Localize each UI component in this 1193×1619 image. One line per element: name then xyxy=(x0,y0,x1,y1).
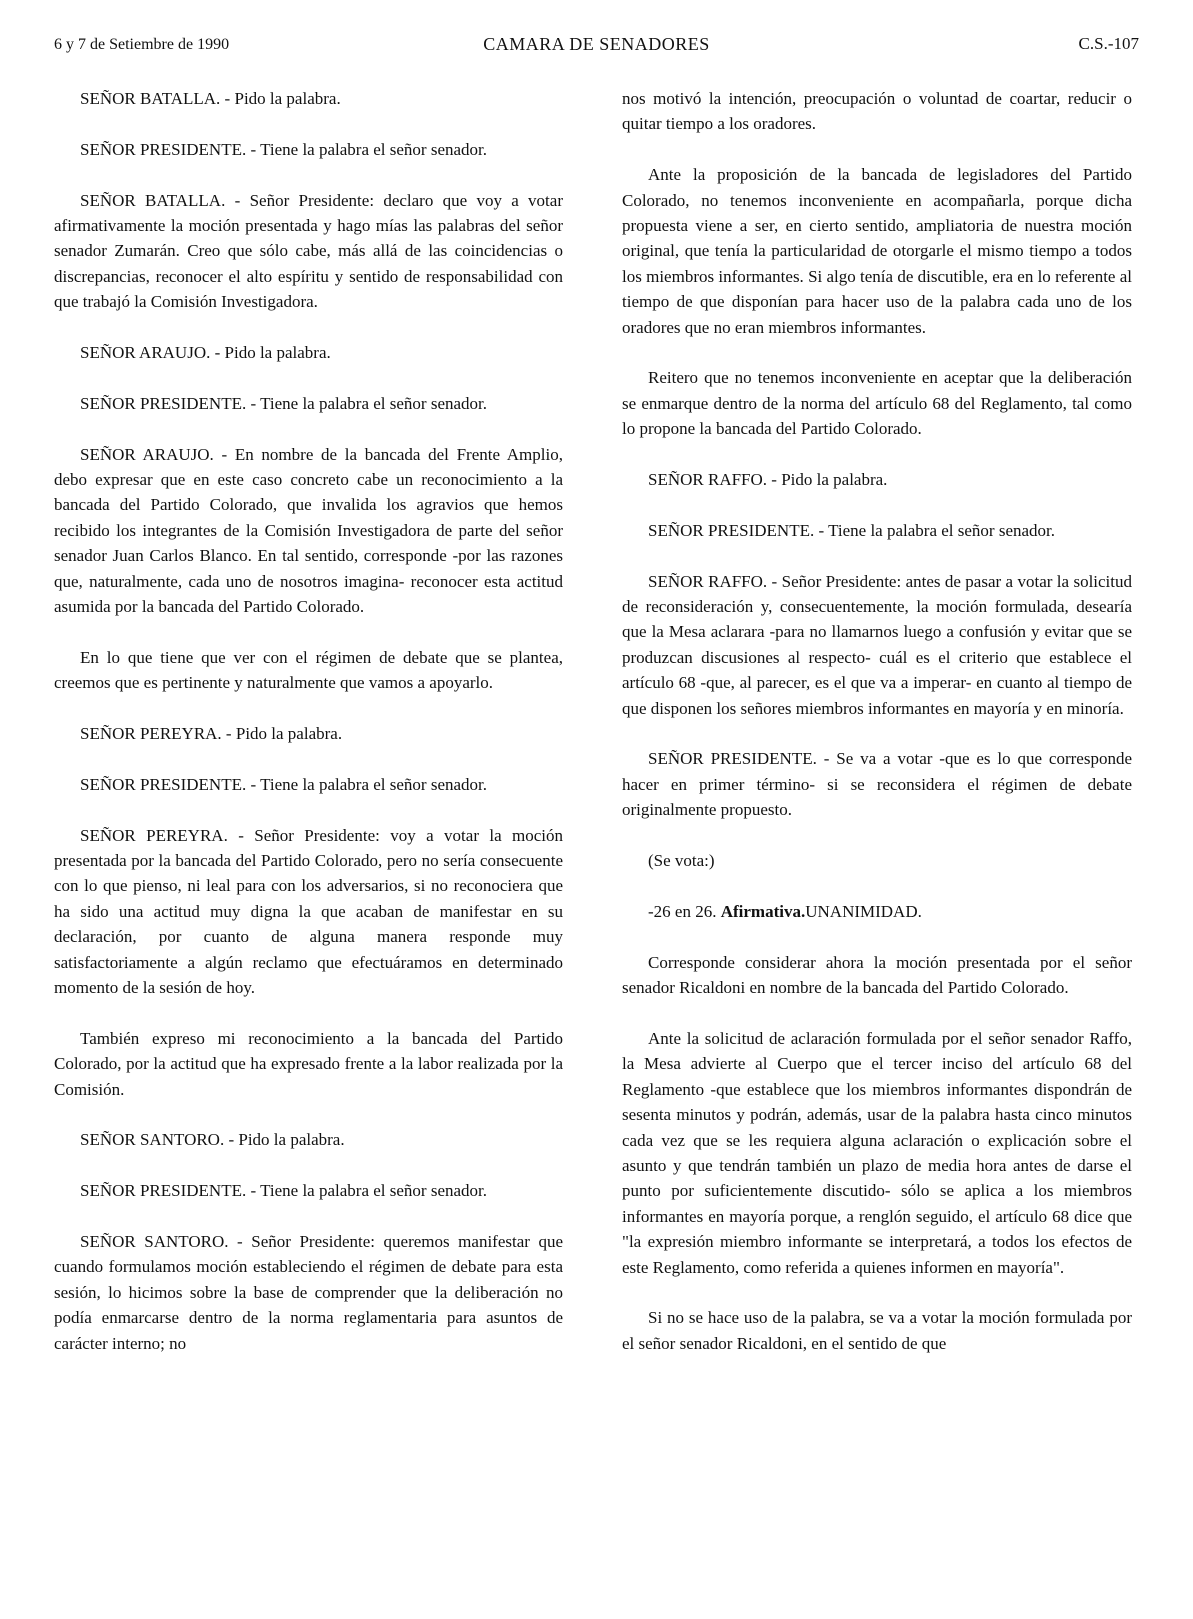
paragraph-text: Ante la solicitud de aclaración formulada por el señor senador Raffo, la Mesa advierte al Cuerpo que el tercer inciso del artículo 68 del Reglamento -que establece que los miembros informantes dispondrán de sesenta minutos y podrán, además, usar de la palabra hasta cinco minutos cada vez que se les requiera alguna aclaración o explicación sobre el asunto y que tendrán también un plazo de media hora antes de darse el punto por suficientemente discutido- sólo se aplica a los miembros informantes en mayoría porque, a renglón seguido, el artículo 68 dice que "la expresión miembro informante se interpretará, a todos los efectos de este Reglamento, como referida a quienes informen en mayoría". xyxy=(622,1028,1132,1277)
paragraph-text: Pido la palabra. xyxy=(235,724,343,744)
paragraph-text: Pido la palabra. xyxy=(234,89,341,108)
paragraph xyxy=(54,188,563,315)
paragraph xyxy=(54,1026,563,1102)
paragraph xyxy=(54,86,563,111)
paragraph xyxy=(54,340,563,365)
paragraph xyxy=(54,772,563,797)
paragraph-text: Tiene la palabra el señor senador. xyxy=(260,393,488,413)
header-title: CAMARA DE SENADORES xyxy=(483,34,710,54)
speaker-name: SEÑOR PRESIDENTE. - xyxy=(80,139,257,159)
paragraph-text: En nombre de la bancada del Frente Amplio, debo expresar que en este caso concreto cabe un reconocimiento a la bancada del Partido Colorado, que invalida los agravios que hemos recibido los integrantes de la Comisión Investigadora de parte del señor senador Juan Carlos Blanco. En tal sentido, corresponde -por las razones que, naturalmente, cada uno de nosotros imagina- reconocer esta actitud asumida por la bancada del Partido Colorado. xyxy=(54,444,563,617)
speaker-name: SEÑOR BATALLA. - xyxy=(80,190,241,210)
paragraph-text: Pido la palabra. xyxy=(238,1130,345,1150)
paragraph xyxy=(622,950,1132,1001)
paragraph-text: Se va a votar -que es lo que corresponde hacer en primer término- si se reconsidera el régimen de debate originalmente propuesto. xyxy=(622,749,1132,820)
paragraph-text: Pido la palabra. xyxy=(781,470,888,490)
paragraph-text: También expreso mi reconocimiento a la bancada del Partido Colorado, por la actitud que ha expresado frente a la labor realizada por la Comisión. xyxy=(54,1028,563,1099)
speaker-name: SEÑOR BATALLA. - xyxy=(80,89,231,108)
paragraph-text: Señor Presidente: queremos manifestar que cuando formulamos moción estableciendo el régimen de debate para esta sesión, lo hicimos sobre la base de comprender que la deliberación no podía enmarcarse dentro de la norma reglamentaria para asuntos de carácter interno; no xyxy=(54,1232,564,1353)
paragraph xyxy=(54,721,563,746)
paragraph-text: Tiene la palabra el señor senador. xyxy=(260,1181,488,1201)
paragraph-text: (Se vota:) xyxy=(648,851,715,871)
paragraph-text: Tiene la palabra el señor senador. xyxy=(260,139,488,159)
paragraph-text: En lo que tiene que ver con el régimen de debate que se plantea, creemos que es pertinente y naturalmente que vamos a apoyarlo. xyxy=(54,647,563,693)
paragraph xyxy=(622,1026,1132,1280)
paragraph xyxy=(622,162,1132,340)
speaker-name: SEÑOR ARAUJO. - xyxy=(80,343,221,363)
page-header xyxy=(54,34,1139,60)
speaker-name: SEÑOR RAFFO. - xyxy=(648,571,778,591)
paragraph xyxy=(54,1229,563,1356)
paragraph-text: Reitero que no tenemos inconveniente en aceptar que la deliberación se enmarque dentro de la norma del artículo 68 del Reglamento, tal como lo propone la bancada del Partido Colorado. xyxy=(622,368,1132,439)
speaker-name: SEÑOR PRESIDENTE. - xyxy=(648,520,825,540)
paragraph xyxy=(54,391,563,416)
speaker-name: SEÑOR PRESIDENTE. - xyxy=(80,393,257,413)
paragraph-text: Señor Presidente: voy a votar la moción presentada por la bancada del Partido Colorado, pero no sería consecuente con lo que pienso, ni leal para con los adversarios, si no reconociera que ha sido una actitud muy digna la que acaban de manifestar en su declaración, por cuanto de alguna manera responde muy satisfactoriamente a algún reclamo que efectuáramos en determinado momento de la sesión de hoy. xyxy=(54,825,564,998)
paragraph-text: Ante la proposición de la bancada de legisladores del Partido Colorado, no tenemos inconveniente en acompañarla, porque dicha propuesta viene a ser, en cierto sentido, ampliatoria de nuestra moción original, que tenía la particularidad de otorgarle el mismo tiempo a todos los miembros informantes. Si algo tenía de discutible, era en lo referente al tiempo de que disponían para hacer uso de la palabra cada uno de los oradores que no eran miembros informantes. xyxy=(622,165,1132,337)
header-date: 6 y 7 de Setiembre de 1990 xyxy=(54,36,230,53)
paragraph xyxy=(622,467,1132,492)
right-column xyxy=(622,86,1132,1382)
paragraph xyxy=(622,569,1132,721)
vote-tail: UNANIMIDAD. xyxy=(805,901,922,921)
speaker-name: SEÑOR SANTORO. - xyxy=(80,1232,243,1252)
paragraph xyxy=(622,518,1132,543)
paragraph xyxy=(622,86,1132,137)
header-page-number: C.S.-107 xyxy=(1078,34,1139,53)
speaker-name: SEÑOR PRESIDENTE. - xyxy=(80,774,257,794)
paragraph xyxy=(54,442,563,620)
paragraph-text: -26 en 26. xyxy=(648,901,717,921)
paragraph xyxy=(622,1305,1132,1356)
vote-result: Afirmativa. xyxy=(720,901,806,921)
speaker-name: SEÑOR SANTORO. - xyxy=(80,1130,235,1150)
paragraph xyxy=(54,137,563,162)
paragraph xyxy=(54,823,563,1001)
paragraph-text: Tiene la palabra el señor senador. xyxy=(828,520,1056,540)
speaker-name: SEÑOR PEREYRA. - xyxy=(80,825,244,845)
paragraph xyxy=(54,1127,563,1152)
paragraph-text: Si no se hace uso de la palabra, se va a votar la moción formulada por el señor senador Ricaldoni, en el sentido de que xyxy=(622,1308,1132,1353)
speaker-name: SEÑOR RAFFO. - xyxy=(648,470,777,490)
paragraph-text: Señor Presidente: antes de pasar a votar la solicitud de reconsideración y, consecuentemente, la moción formulada, desearía que la Mesa aclarara -para no llamarnos luego a confusión y evitar que se produzcan discusiones al respecto- cuál es el criterio que establece el artículo 68 -que, al parecer, es el que va a imperar- en cuanto al tiempo de que disponen los señores miembros informantes en mayoría y en minoría. xyxy=(622,571,1133,718)
speaker-name: SEÑOR ARAUJO. - xyxy=(80,444,228,464)
paragraph xyxy=(54,645,563,696)
paragraph xyxy=(622,899,1132,924)
paragraph xyxy=(622,746,1132,822)
paragraph-text: Señor Presidente: declaro que voy a votar afirmativamente la moción presentada y hago mías las palabras del señor senador Zumarán. Creo que sólo cabe, más allá de las coincidencias o discrepancias, reconocer el alto espíritu y sentido de responsabilidad con que trabajó la Comisión Investigadora. xyxy=(54,190,563,312)
paragraph-text: nos motivó la intención, preocupación o voluntad de coartar, reducir o quitar tiempo a los oradores. xyxy=(622,89,1132,134)
speaker-name: SEÑOR PRESIDENTE. - xyxy=(80,1181,257,1201)
speaker-name: SEÑOR PRESIDENTE. - xyxy=(648,749,830,769)
paragraph xyxy=(54,1178,563,1203)
paragraph-text: Tiene la palabra el señor senador. xyxy=(260,774,488,794)
paragraph-text: Corresponde considerar ahora la moción presentada por el señor senador Ricaldoni en nombre de la bancada del Partido Colorado. xyxy=(622,952,1132,998)
speaker-name: SEÑOR PEREYRA. - xyxy=(80,724,232,744)
paragraph xyxy=(622,848,1132,873)
paragraph xyxy=(622,365,1132,441)
left-column xyxy=(54,86,563,1382)
paragraph-text: Pido la palabra. xyxy=(224,343,331,363)
